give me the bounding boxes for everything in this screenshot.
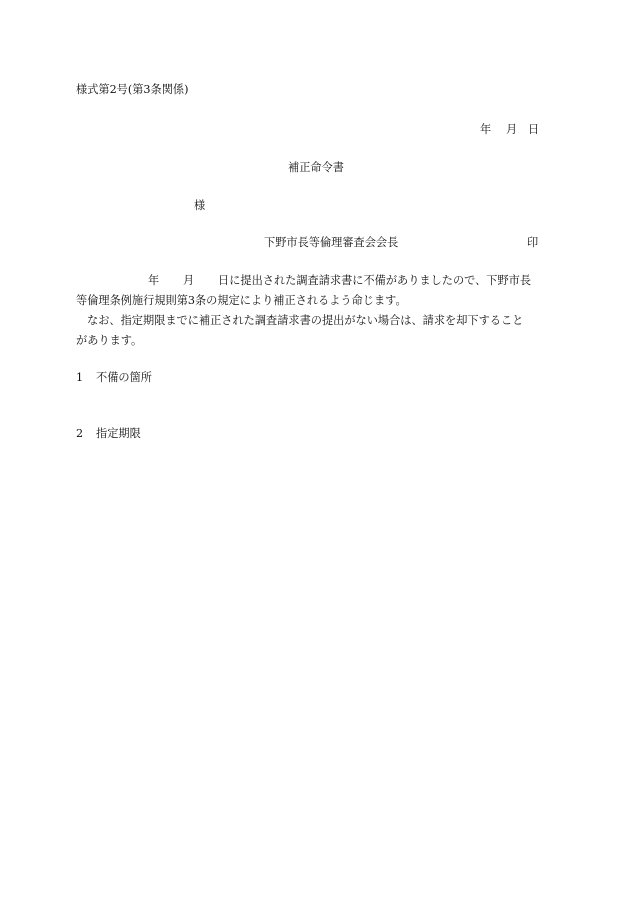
form-number-label: 様式第2号(第3条関係): [76, 83, 189, 96]
issuer-name: 下野市長等倫理審査会会長: [264, 236, 399, 249]
body-line-1-text: 日に提出された調査請求書に不備がありましたので、下野市長: [218, 274, 532, 287]
list-item: [76, 426, 141, 442]
seal-mark: 印: [527, 236, 539, 249]
body-line-2: 等倫理条例施行規則第3条の規定により補正されるよう命じます。: [76, 294, 407, 307]
addressee-suffix: 様: [194, 199, 206, 212]
body-year: 年: [148, 274, 160, 287]
item-number: 1: [76, 371, 84, 384]
date-year: 年: [480, 123, 492, 136]
item-number: 2: [76, 427, 84, 440]
date-line: [480, 122, 539, 138]
body-line-1: [148, 273, 531, 289]
date-day: 日: [528, 123, 540, 136]
item-label: 指定期限: [96, 427, 141, 440]
item-label: 不備の箇所: [96, 371, 152, 384]
list-item: [76, 370, 152, 386]
body-month: 月: [183, 274, 195, 287]
body-line-3: [76, 313, 523, 329]
body-line-3-text: なお、指定期限までに補正された調査請求書の提出がない場合は、請求を却下すること: [87, 314, 524, 327]
body-line-4: があります。: [76, 334, 143, 347]
document-title: 補正命令書: [288, 161, 344, 174]
date-month: 月: [506, 123, 518, 136]
